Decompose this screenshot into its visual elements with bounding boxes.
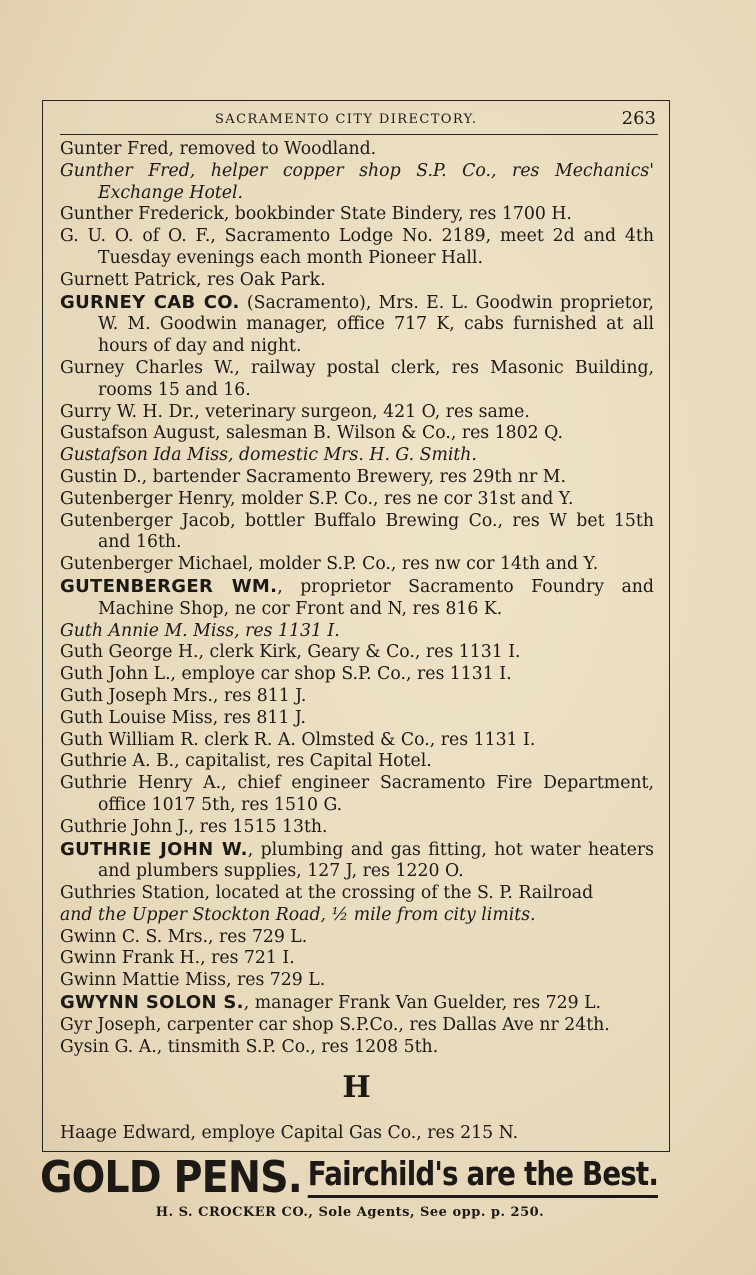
- running-header: [60, 106, 658, 132]
- directory-entry: [60, 423, 654, 445]
- entry-text: Gwinn Frank H., res 721 I.: [60, 948, 295, 969]
- ad-agents-line: H. S. CROCKER CO., Sole Agents, See opp. p. 250.: [155, 1205, 545, 1220]
- entry-text: Gurnett Patrick, res Oak Park.: [60, 269, 326, 290]
- entry-text: Guthrie A. B., capitalist, res Capital Hotel.: [60, 751, 432, 772]
- entry-text: Guthries Station, located at the crossing of the S. P. Railroad: [60, 883, 594, 904]
- directory-entry: [60, 139, 654, 161]
- entry-text: Guth John L., employe car shop S.P. Co., res 1131 I.: [60, 664, 512, 685]
- entry-text: Guth Annie M. Miss, res 1131 I.: [60, 620, 340, 641]
- entry-text: Guth George H., clerk Kirk, Geary & Co., res 1131 I.: [60, 642, 521, 663]
- entry-text: Gwinn C. S. Mrs., res 729 L.: [60, 926, 308, 947]
- entry-text: Gutenberger Jacob, bottler Buffalo Brewing Co., res W bet 15th and 16th.: [60, 510, 654, 553]
- directory-entry: [60, 686, 654, 708]
- entry-text: , proprietor Sacramento Foundry and Machine Shop, ne cor Front and N, res 816 K.: [98, 576, 654, 619]
- directory-entry: [60, 621, 654, 643]
- directory-entry: [60, 817, 654, 839]
- directory-entry: [60, 642, 654, 664]
- entry-text: , manager Frank Van Guelder, res 729 L.: [243, 993, 602, 1014]
- advertisement-banner: [38, 1152, 662, 1202]
- entry-bold-name: GURNEY CAB CO.: [60, 291, 240, 313]
- directory-entry: [60, 161, 654, 205]
- entry-text: , plumbing and gas fitting, hot water heaters and plumbers supplies, 127 J, res 1220 O.: [98, 839, 654, 882]
- directory-entry: [60, 489, 654, 511]
- entry-bold-name: GUTHRIE JOHN W.: [60, 838, 248, 860]
- directory-entry: [60, 554, 654, 576]
- directory-entry: [60, 1037, 654, 1059]
- page-number: 263: [621, 108, 656, 129]
- entry-text: Gunther Frederick, bookbinder State Bindery, res 1700 H.: [60, 204, 572, 225]
- entry-text: Gustafson August, salesman B. Wilson & Co., res 1802 Q.: [60, 423, 563, 444]
- entry-text: Gustafson Ida Miss, domestic Mrs. H. G. Smith.: [60, 445, 477, 466]
- directory-entry-haage: Haage Edward, employe Capital Gas Co., res 215 N.: [60, 1123, 519, 1143]
- entry-text: Guthrie Henry A., chief engineer Sacramento Fire Department, office 1017 5th, res 1510 G.: [60, 773, 654, 815]
- entry-text: Gurney Charles W., railway postal clerk, res Masonic Building, rooms 15 and 16.: [60, 357, 654, 400]
- header-rule: [60, 134, 658, 135]
- entry-text: (Sacramento), Mrs. E. L. Goodwin proprietor, W. M. Goodwin manager, office 717 K, cabs furnished at all hours of day and night.: [98, 292, 654, 357]
- directory-entry: [60, 664, 654, 686]
- directory-entry: [60, 730, 654, 752]
- directory-entry: [60, 927, 654, 949]
- directory-entry: [60, 204, 654, 226]
- directory-entry: [60, 883, 654, 927]
- entry-text: Guth Joseph Mrs., res 811 J.: [60, 685, 307, 706]
- directory-entry: [60, 292, 654, 358]
- directory-entry: [60, 358, 654, 402]
- section-letter: H: [342, 1070, 372, 1105]
- entry-text: Gyr Joseph, carpenter car shop S.P.Co., res Dallas Ave nr 24th.: [60, 1014, 610, 1035]
- directory-entry: [60, 948, 654, 970]
- directory-entry: [60, 708, 654, 730]
- directory-entries: [60, 139, 654, 1058]
- entry-bold-name: GUTENBERGER WM.: [60, 575, 278, 597]
- entry-text: Gustin D., bartender Sacramento Brewery, res 29th nr M.: [60, 466, 566, 487]
- entry-text: Guth William R. clerk R. A. Olmsted & Co., res 1131 I.: [60, 729, 536, 750]
- directory-entry: [60, 576, 654, 621]
- directory-entry: [60, 270, 654, 292]
- directory-entry: [60, 839, 654, 884]
- entry-text: Gysin G. A., tinsmith S.P. Co., res 1208 5th.: [60, 1036, 439, 1057]
- entry-text: Guth Louise Miss, res 811 J.: [60, 707, 306, 728]
- directory-entry: [60, 1015, 654, 1037]
- directory-entry: [60, 751, 654, 773]
- entry-text: Gunther Fred, helper copper shop S.P. Co., res Mechanics' Exchange Hotel.: [60, 160, 654, 203]
- entry-bold-name: GWYNN SOLON S.: [60, 992, 244, 1014]
- entry-text: Gurry W. H. Dr., veterinary surgeon, 421 O, res same.: [60, 401, 530, 422]
- directory-entry: [60, 970, 654, 992]
- entry-text: G. U. O. of O. F., Sacramento Lodge No. 2189, meet 2d and 4th Tuesday evenings each month Pioneer Hall.: [60, 226, 654, 268]
- entry-text: Gutenberger Henry, molder S.P. Co., res ne cor 31st and Y.: [60, 488, 574, 509]
- directory-entry: [60, 402, 654, 424]
- entry-text-continued: and the Upper Stockton Road, ½ mile from city limits.: [60, 904, 536, 925]
- entry-text: Gunter Fred, removed to Woodland.: [60, 139, 377, 159]
- directory-entry: [60, 511, 654, 555]
- entry-text: Gutenberger Michael, molder S.P. Co., res nw cor 14th and Y.: [60, 554, 599, 575]
- directory-entry: [60, 226, 654, 270]
- ad-gold-pens: GOLD PENS.: [40, 1152, 302, 1203]
- entry-text: Guthrie John J., res 1515 13th.: [60, 816, 328, 837]
- directory-entry: [60, 445, 654, 467]
- running-title: SACRAMENTO CITY DIRECTORY.: [215, 112, 478, 127]
- directory-entry: [60, 992, 654, 1015]
- entry-text: Gwinn Mattie Miss, res 729 L.: [60, 970, 326, 991]
- directory-entry: [60, 467, 654, 489]
- ad-fairchild-slogan: Fairchild's are the Best.: [308, 1154, 658, 1198]
- directory-entry: [60, 773, 654, 817]
